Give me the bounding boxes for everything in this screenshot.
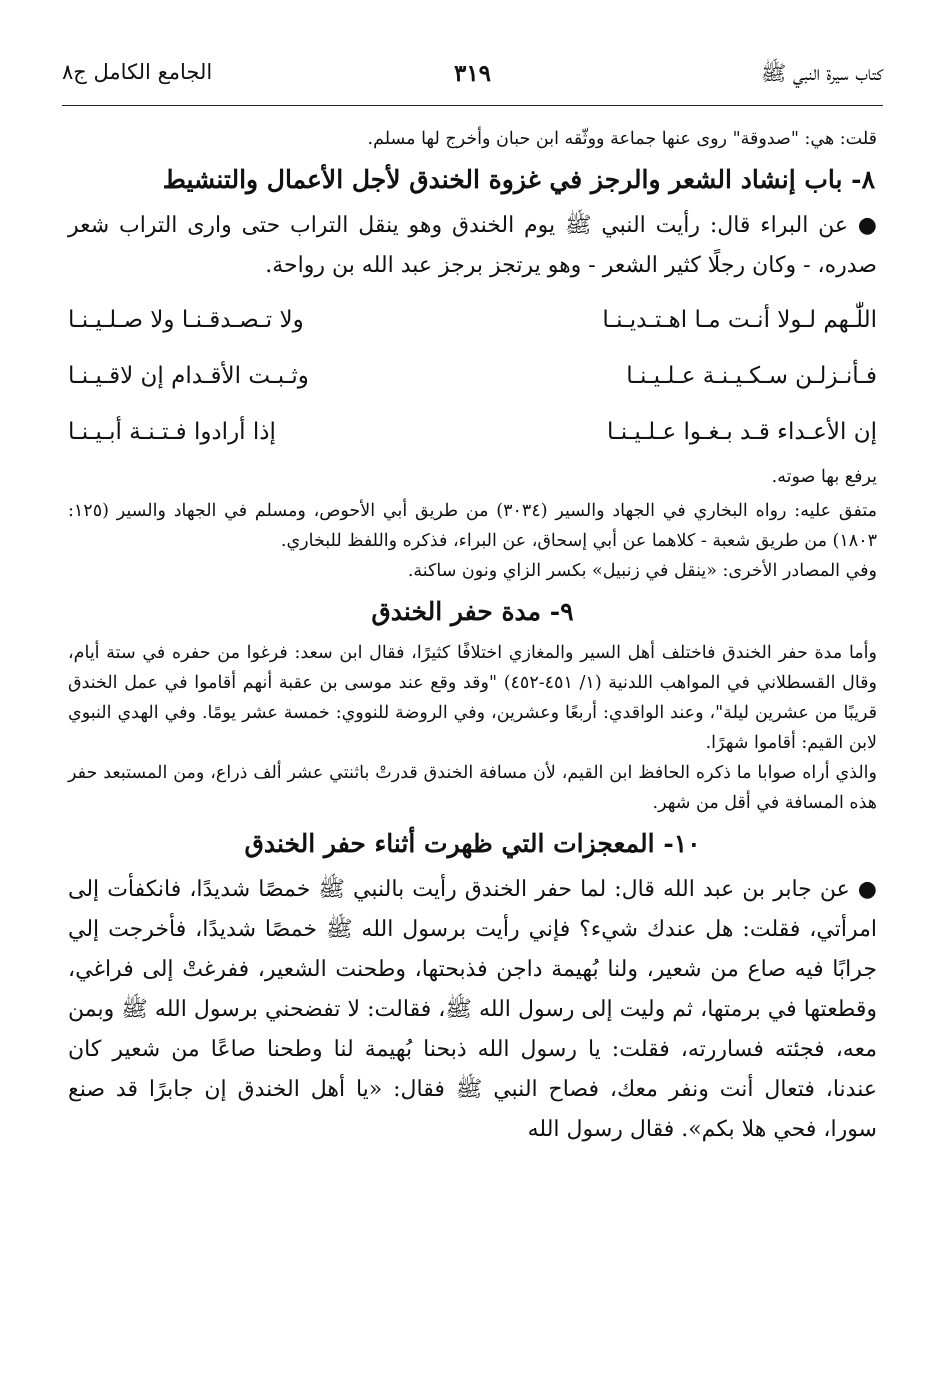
verse-first-hemistich: إن الأعـداء قـد بـغـوا عـلـيـنـا	[606, 419, 877, 445]
verse-second-hemistich: ولا تـصـدقـنـا ولا صـلـيـنـا	[68, 307, 304, 333]
verse-first-hemistich: فـأنـزلـن سـكـيـنـة عـلـيـنـا	[626, 363, 877, 389]
poem	[68, 292, 877, 460]
running-header	[62, 56, 883, 100]
page-body	[68, 124, 877, 1150]
poem-verse	[68, 404, 877, 460]
section-9-paragraph-2: والذي أراه صوابا ما ذكره الحافظ ابن القيم، لأن مسافة الخندق قدرتْ باثنتي عشر ألف ذراع، ومن المستبعد حفر هذه المسافة في أقل من شهر.	[68, 763, 877, 813]
verse-second-hemistich: إذا أرادوا فـتـنـة أبـيـنـا	[68, 419, 276, 445]
after-poem-note: يرفع بها صوته.	[771, 467, 877, 487]
poem-verse	[68, 348, 877, 404]
intro-note: قلت: هي: "صدوقة" روى عنها جماعة ووثّقه ابن حبان وأخرج لها مسلم.	[367, 129, 877, 149]
takhrij-note: متفق عليه: رواه البخاري في الجهاد والسير (٣٠٣٤) من طريق أبي الأحوص، ومسلم في الجهاد والسير (١٢٥: ١٨٠٣) من طريق شعبة - كلاهما عن أبي إسحاق، عن البراء، فذكره واللفظ للبخاري.	[68, 501, 877, 551]
section-8-hadith: ● عن البراء قال: رأيت النبي ﷺ يوم الخندق وهو ينقل التراب حتى وارى التراب شعر صدره، - وكان رجلًا كثير الشعر - وهو يرتجز برجز عبد الله بن رواحة.	[68, 213, 877, 278]
header-divider	[62, 105, 883, 106]
page-number: ٣١٩	[453, 60, 492, 87]
poem-verse	[68, 292, 877, 348]
section-10-hadith: ● عن جابر بن عبد الله قال: لما حفر الخندق رأيت بالنبي ﷺ خمصًا شديدًا، فانكفأت إلى امرأتي، فقلت: هل عندك شيء؟ فإني رأيت برسول الله ﷺ خمصًا شديدًا، فأخرجت إلي جرابًا فيه صاع من شعير، ولنا بُهيمة داجن فذبحتها، وطحنت الشعير، ففرغتْ إلى فراغي، وقطعتها في برمتها، ثم وليت إلى رسول الله ﷺ، فقالت: لا تفضحني برسول الله ﷺ وبمن معه، فجئته فساررته، فقلت: يا رسول الله ذبحنا بُهيمة لنا وطحنا صاعًا من شعير كان عندنا، فتعال أنت ونفر معك، فصاح النبي ﷺ فقال: «يا أهل الخندق إن جابرًا قد صنع سورا، فحي هلا بكم». فقال رسول الله	[68, 877, 877, 1142]
header-book-title: كتاب سيرة النبي ﷺ	[760, 61, 883, 85]
section-8-heading: ٨- باب إنشاد الشعر والرجز في غزوة الخندق لأجل الأعمال والتنشيط	[162, 165, 875, 194]
other-sources-note: وفي المصادر الأخرى: «ينقل في زنبيل» بكسر الزاي ونون ساكنة.	[407, 561, 877, 581]
section-9-paragraph-1: وأما مدة حفر الخندق فاختلف أهل السير والمغازي اختلافًا كثيرًا، فقال ابن سعد: فرغوا من حفره في ستة أيام، وقال القسطلاني في المواهب اللدنية (١/ ٤٥١-٤٥٢) "وقد وقع عند موسى بن عقبة أنهم أقاموا في عمل الخندق قريبًا من عشرين ليلة"، وعند الواقدي: أربعًا وعشرين، وفي الروضة للنووي: خمسة عشر يومًا. وفي الهدي النبوي لابن القيم: أقاموا شهرًا.	[68, 643, 877, 753]
verse-second-hemistich: وثـبـت الأقـدام إن لاقـيـنـا	[68, 363, 309, 389]
header-volume-title: الجامع الكامل ج٨	[62, 60, 213, 84]
section-10-heading: ١٠- المعجزات التي ظهرت أثناء حفر الخندق	[244, 829, 701, 858]
section-9-heading: ٩- مدة حفر الخندق	[371, 597, 574, 626]
verse-first-hemistich: اللّٰـهم لـولا أنـت مـا اهـتـديـنـا	[602, 307, 877, 333]
